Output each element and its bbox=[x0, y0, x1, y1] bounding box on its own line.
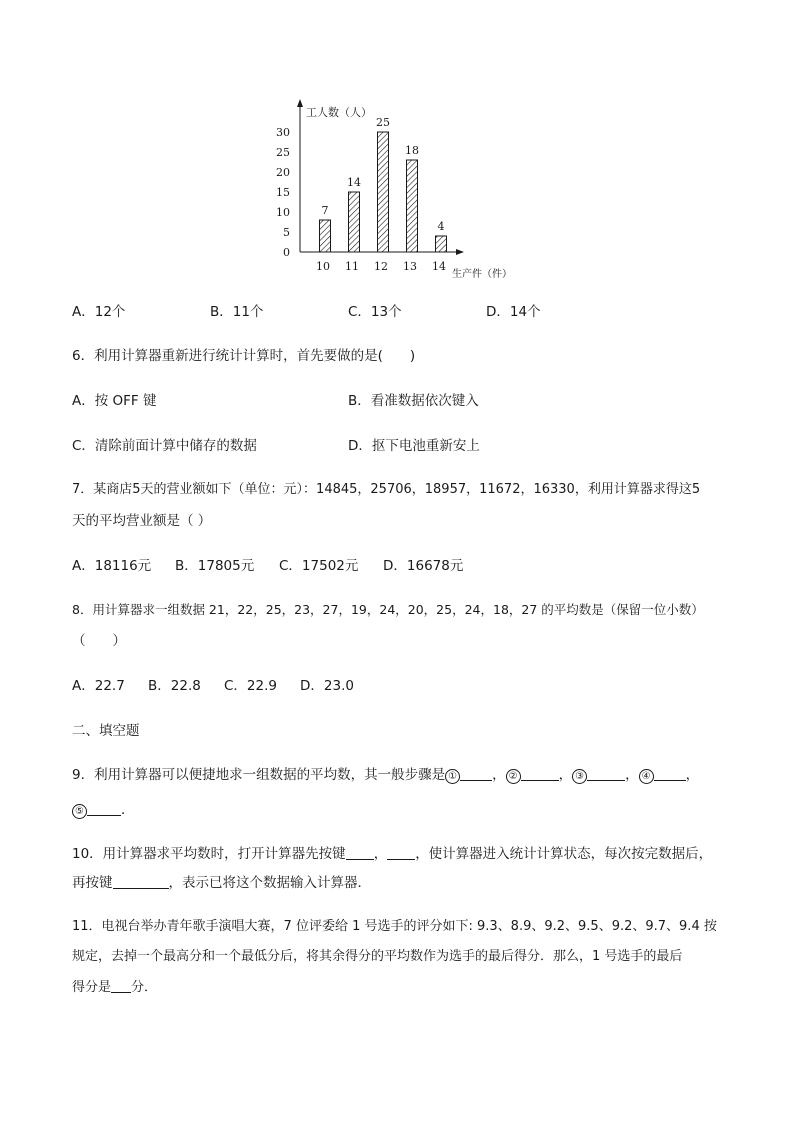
bar-value-label: 7 bbox=[321, 204, 329, 217]
q9-blank-2[interactable] bbox=[521, 766, 559, 781]
x-tick-label: 13 bbox=[403, 260, 417, 273]
x-axis-arrow bbox=[456, 249, 464, 255]
x-tick-label: 11 bbox=[345, 260, 359, 273]
q10-blank-1[interactable] bbox=[346, 845, 374, 860]
q10-text-d: ，表示已将这个数据输入计算器． bbox=[168, 875, 371, 891]
q9-marker-1: ① bbox=[445, 769, 460, 784]
q10-sep: ， bbox=[373, 846, 388, 862]
q7-option-c[interactable]: C．17502元 bbox=[279, 558, 359, 574]
q6-option-d[interactable]: D．抠下电池重新安上 bbox=[348, 438, 480, 454]
bar bbox=[378, 132, 389, 252]
q8-stem-line1: 8．用计算器求一组数据 21，22，25，23，27，19，24，20，25，24，18，27 的平均数是（保留一位小数） bbox=[72, 602, 704, 617]
histogram-chart bbox=[0, 0, 794, 300]
y-tick-label: 0 bbox=[283, 246, 290, 259]
q9-sep-2: ， bbox=[558, 767, 573, 783]
q10-line1 bbox=[72, 845, 712, 863]
q9-line1 bbox=[72, 766, 699, 784]
q8-option-b[interactable]: B．22.8 bbox=[148, 678, 201, 694]
q8-stem-line2: （ ） bbox=[72, 633, 126, 649]
q11-text-b: 分． bbox=[131, 980, 158, 995]
q5-option-b[interactable]: B．11个 bbox=[210, 304, 264, 320]
y-tick-label: 25 bbox=[276, 146, 290, 159]
q6-option-c[interactable]: C．清除前面计算中储存的数据 bbox=[72, 438, 257, 454]
q5-option-d[interactable]: D．14个 bbox=[486, 304, 541, 320]
q10-line2 bbox=[72, 874, 371, 892]
q5-option-c[interactable]: C．13个 bbox=[348, 304, 402, 320]
q6-option-b[interactable]: B．看准数据依次键入 bbox=[348, 393, 479, 409]
bar bbox=[349, 192, 360, 252]
q9-end: ． bbox=[121, 802, 135, 818]
x-tick-label: 12 bbox=[374, 260, 388, 273]
q10-text-c: 再按键 bbox=[72, 875, 113, 891]
q7-stem-line2: 天的平均营业额是（ ） bbox=[72, 513, 212, 529]
q9-line2 bbox=[72, 801, 135, 819]
q9-blank-5[interactable] bbox=[87, 801, 121, 816]
q9-sep-1: ， bbox=[492, 767, 506, 783]
q8-option-d[interactable]: D．23.0 bbox=[300, 678, 354, 694]
bar bbox=[436, 236, 447, 252]
q10-text-a: 10．用计算器求平均数时，打开计算器先按键 bbox=[72, 846, 346, 862]
x-tick-label: 10 bbox=[316, 260, 330, 273]
bar-value-label: 18 bbox=[405, 144, 419, 157]
q7-stem-line1: 7．某商店5天的营业额如下（单位：元）：14845，25706，18957，11672，16330，利用计算器求得这5 bbox=[72, 482, 701, 497]
q8-option-a[interactable]: A．22.7 bbox=[72, 678, 125, 694]
q10-blank-2[interactable] bbox=[387, 845, 415, 860]
q5-option-a[interactable]: A．12个 bbox=[72, 304, 126, 320]
q11-line2: 规定，去掉一个最高分和一个最低分后，将其余得分的平均数作为选手的最后得分．那么，1 号选手的最后 bbox=[72, 949, 683, 964]
q7-option-b[interactable]: B．17805元 bbox=[175, 558, 255, 574]
bar-value-label: 14 bbox=[347, 176, 361, 189]
q6-stem: 6．利用计算器重新进行统计计算时，首先要做的是( ) bbox=[72, 348, 416, 364]
q11-line1: 11．电视台举办青年歌手演唱大赛，7 位评委给 1 号选手的评分如下: 9.3、8.9、9.2、9.5、9.2、9.7、9.4 按 bbox=[72, 919, 717, 934]
q9-marker-5: ⑤ bbox=[72, 804, 87, 819]
q8-option-c[interactable]: C．22.9 bbox=[224, 678, 277, 694]
q11-blank[interactable] bbox=[111, 978, 131, 993]
y-axis-arrow bbox=[297, 99, 303, 107]
y-tick-label: 20 bbox=[276, 166, 290, 179]
q9-blank-4[interactable] bbox=[654, 766, 686, 781]
y-tick-label: 10 bbox=[276, 206, 290, 219]
q9-marker-4: ④ bbox=[639, 769, 654, 784]
q10-text-b: ，使计算器进入统计计算状态，每次按完数据后， bbox=[415, 846, 713, 862]
q6-option-a[interactable]: A．按 OFF 键 bbox=[72, 393, 157, 409]
q11-line3 bbox=[72, 978, 157, 997]
section2-title: 二、填空题 bbox=[72, 723, 140, 739]
bar bbox=[407, 160, 418, 252]
x-tick-label: 14 bbox=[432, 260, 446, 273]
q10-blank-3[interactable] bbox=[113, 874, 169, 889]
x-axis-title: 生产件（件） bbox=[452, 269, 512, 280]
y-axis-title: 工人数（人） bbox=[306, 106, 372, 119]
bar-value-label: 25 bbox=[376, 116, 390, 129]
q9-prefix: 9．利用计算器可以便捷地求一组数据的平均数，其一般步骤是 bbox=[72, 767, 446, 783]
q9-marker-2: ② bbox=[506, 769, 521, 784]
q11-text-a: 得分是 bbox=[72, 980, 112, 995]
y-tick-label: 5 bbox=[283, 226, 290, 239]
bar-value-label: 4 bbox=[437, 220, 445, 233]
y-tick-label: 15 bbox=[276, 186, 290, 199]
y-tick-label: 30 bbox=[276, 126, 290, 139]
q9-blank-3[interactable] bbox=[587, 766, 625, 781]
q9-sep-4: ， bbox=[685, 767, 700, 783]
bar bbox=[320, 220, 331, 252]
q9-sep-3: ， bbox=[625, 767, 639, 783]
q7-option-a[interactable]: A．18116元 bbox=[72, 558, 152, 574]
q9-blank-1[interactable] bbox=[460, 766, 492, 781]
q7-option-d[interactable]: D．16678元 bbox=[383, 558, 464, 574]
q9-marker-3: ③ bbox=[572, 769, 587, 784]
